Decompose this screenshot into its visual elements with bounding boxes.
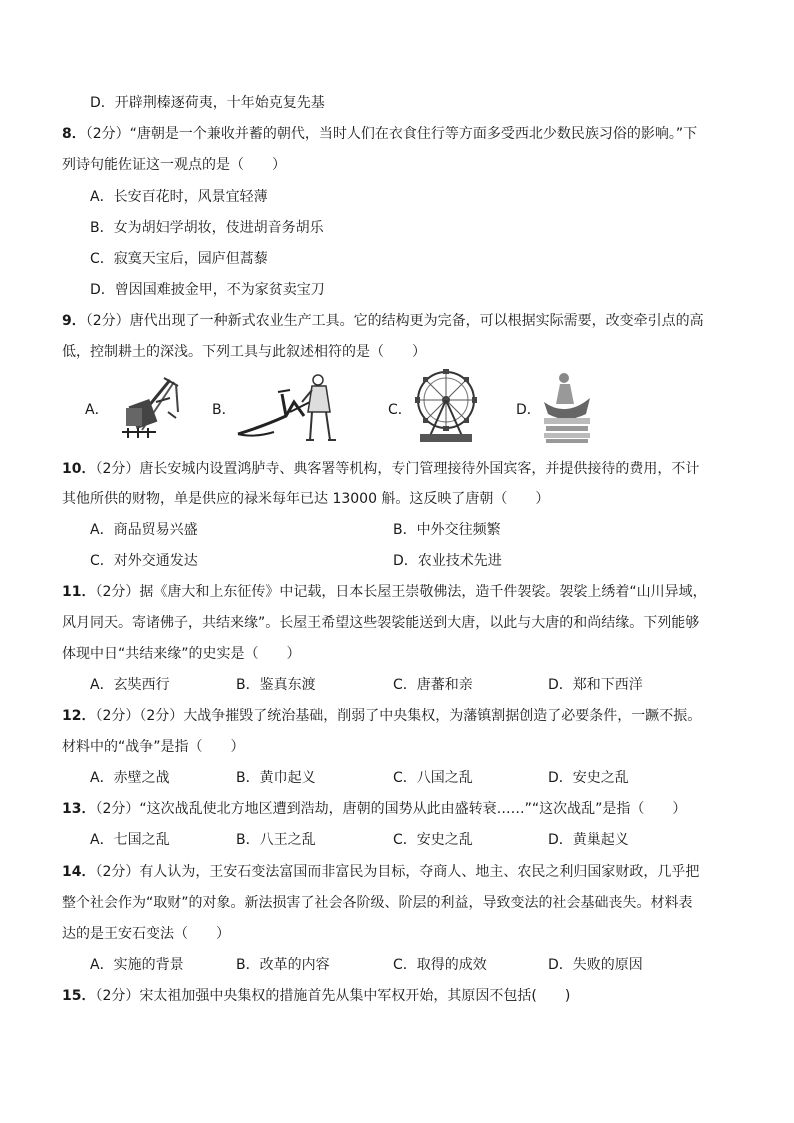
question-9-option-a-label[interactable]: A．	[85, 402, 109, 418]
question-10-line-2: 其他所供的财物，单是供应的禄米每年已达 13000 斛。这反映了唐朝（ ）	[62, 491, 550, 507]
question-number: 14．	[62, 864, 96, 880]
question-13-option-d[interactable]: D．黄巢起义	[548, 832, 629, 848]
question-text: （2分）“这次战乱使北方地区遭到浩劫，唐朝的国势从此由盛转衰……”“这次战乱”是指（ ）	[95, 801, 687, 817]
question-12-option-d[interactable]: D．安史之乱	[548, 770, 629, 786]
question-11-line-1	[62, 582, 707, 602]
question-9-option-d-label[interactable]: D．	[516, 402, 541, 418]
question-8-option-b[interactable]: B．女为胡妇学胡妆，伎进胡音务胡乐	[90, 220, 324, 236]
question-11-line-3: 体现中日“共结来缘”的史实是（ ）	[62, 646, 301, 662]
question-text: （2分）有人认为，王安石变法富国而非富民为目标，夺商人、地主、农民之利归国家财政，几乎把	[95, 864, 700, 880]
question-13-option-a[interactable]: A．七国之乱	[90, 832, 170, 848]
question-12-option-b[interactable]: B．黄巾起义	[236, 770, 316, 786]
question-number: 8．	[62, 126, 86, 142]
question-text: （2分）唐代出现了一种新式农业生产工具。它的结构更为完备，可以根据实际需要，改变牵引点的高	[85, 313, 704, 329]
question-10-option-a[interactable]: A．商品贸易兴盛	[90, 522, 198, 538]
figure-on-boat-icon[interactable]	[540, 368, 594, 444]
question-13-option-c[interactable]: C．安史之乱	[393, 832, 473, 848]
ferris-wheel-icon[interactable]	[412, 368, 480, 444]
question-8-option-d[interactable]: D．曾因国难披金甲，不为家贫卖宝刀	[90, 282, 325, 298]
question-12-line-1	[62, 706, 701, 726]
question-8-line-1	[62, 124, 697, 144]
question-13-line-1	[62, 799, 686, 819]
question-12-option-c[interactable]: C．八国之乱	[393, 770, 473, 786]
question-12-option-a[interactable]: A．赤壁之战	[90, 770, 170, 786]
question-14-option-b[interactable]: B．改革的内容	[236, 957, 330, 973]
question-9-option-b-label[interactable]: B．	[212, 402, 236, 418]
question-text: （2分）唐长安城内设置鸿胪寺、典客署等机构，专门管理接待外国宾客，并提供接待的费用，不计	[95, 461, 700, 477]
question-10-option-b[interactable]: B．中外交往频繁	[393, 522, 501, 538]
question-10-line-1	[62, 459, 699, 479]
question-8-line-2: 列诗句能佐证这一观点的是（ ）	[62, 157, 286, 173]
question-11-option-d[interactable]: D．郑和下西洋	[548, 677, 643, 693]
question-text: （2分）“唐朝是一个兼收并蓄的朝代，当时人们在衣食住行等方面多受西北少数民族习俗的影响。”下	[85, 126, 698, 142]
question-11-option-c[interactable]: C．唐蕃和亲	[393, 677, 473, 693]
question-number: 11．	[62, 584, 96, 600]
question-14-line-1	[62, 862, 699, 882]
prev-question-option-d: D．开辟荆榛逐荷夷，十年始克复先基	[90, 95, 325, 111]
question-13-option-b[interactable]: B．八王之乱	[236, 832, 316, 848]
question-text: （2分）（2分）大战争摧毁了统治基础，削弱了中央集权，为藩镇割据创造了必要条件，一蹶不振。	[95, 708, 702, 724]
question-number: 10．	[62, 461, 96, 477]
question-12-line-2: 材料中的“战争”是指（ ）	[62, 739, 245, 755]
question-11-option-a[interactable]: A．玄奘西行	[90, 677, 170, 693]
question-8-option-a[interactable]: A．长安百花时，风景宜轻薄	[90, 189, 268, 205]
question-9-line-2: 低，控制耕土的深浅。下列工具与此叙述相符的是（ ）	[62, 344, 426, 360]
question-9-line-1	[62, 311, 704, 331]
waterwheel-icon[interactable]	[112, 372, 184, 442]
question-number: 13．	[62, 801, 96, 817]
question-14-option-d[interactable]: D．失败的原因	[548, 957, 643, 973]
question-10-option-d[interactable]: D．农业技术先进	[393, 553, 502, 569]
question-8-option-c[interactable]: C．寂寞天宝后，园庐但蒿藜	[90, 251, 268, 267]
question-number: 12．	[62, 708, 96, 724]
question-14-line-3: 达的是王安石变法（ ）	[62, 926, 230, 942]
question-11-line-2: 风月同天。寄诸佛子，共结来缘”。长屋王希望这些袈裟能送到大唐，以此与大唐的和尚结缘。下列能够	[62, 615, 700, 631]
question-10-option-c[interactable]: C．对外交通发达	[90, 553, 198, 569]
question-11-option-b[interactable]: B．鉴真东渡	[236, 677, 316, 693]
question-9-option-c-label[interactable]: C．	[388, 402, 412, 418]
question-14-option-a[interactable]: A．实施的背景	[90, 957, 184, 973]
plow-farmer-icon[interactable]	[234, 372, 346, 444]
question-number: 9．	[62, 313, 86, 329]
question-text: （2分）据《唐大和上东征传》中记载，日本长屋王崇敬佛法，造千件袈裟。袈裟上绣着“山川异域，	[95, 584, 707, 600]
question-text: （2分）宋太祖加强中央集权的措施首先从集中军权开始，其原因不包括( )	[95, 988, 571, 1004]
question-number: 15．	[62, 988, 96, 1004]
question-14-option-c[interactable]: C．取得的成效	[393, 957, 487, 973]
question-14-line-2: 整个社会作为“取财”的对象。新法损害了社会各阶级、阶层的利益，导致变法的社会基础丧失。材料表	[62, 895, 693, 911]
question-15-line-1	[62, 986, 570, 1006]
